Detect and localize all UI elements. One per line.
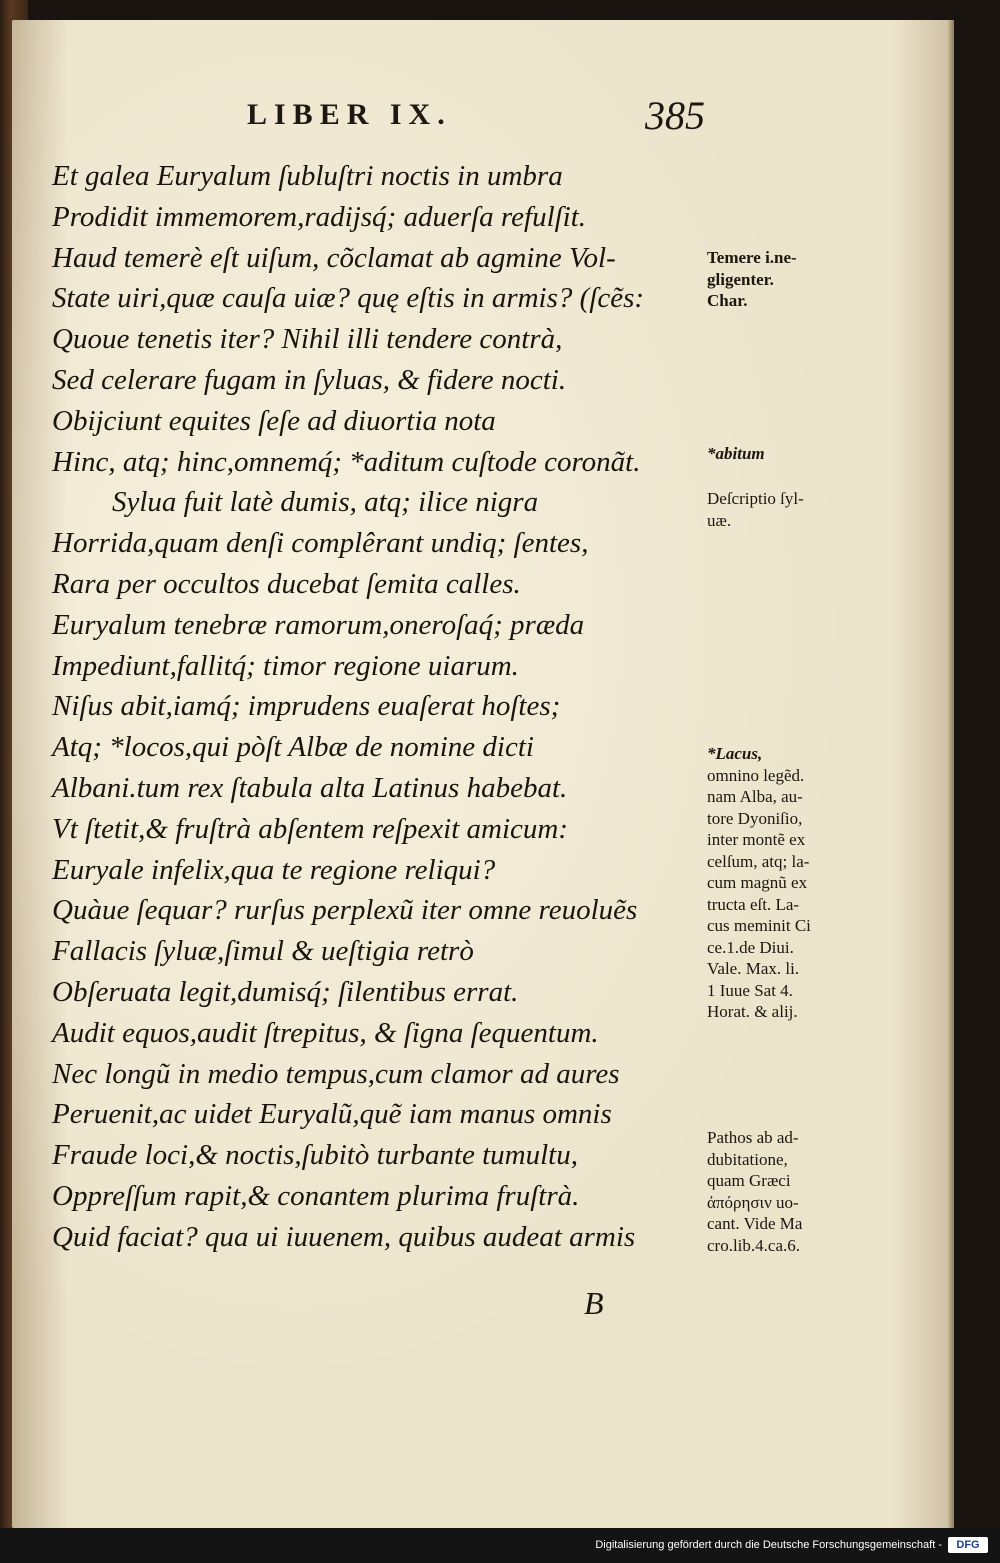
funding-credit: Digitalisierung gefördert durch die Deutsche Forschungsgemeinschaft - [595, 1539, 942, 1551]
gloss-line: Char. [707, 291, 748, 310]
catchword: B [584, 1285, 604, 1321]
gloss-line: nam Alba, au- [707, 787, 803, 806]
gloss-line: tore Dyoniſio, [707, 808, 803, 828]
verse-line: Fallacis ſyluæ,ſimul & ueſtigia retrò [52, 935, 474, 968]
page-number: 385 [645, 93, 705, 138]
verse-line: Quàue ſequar? rurſus perplexũ iter omne reuoluẽs [52, 894, 638, 927]
verse-line: Audit equos,audit ſtrepitus, & ſigna ſequentum. [52, 1016, 599, 1049]
dfg-logo: DFG [948, 1537, 988, 1553]
verse-line: Vt ſtetit,& fruſtrà abſentem reſpexit amicum: [52, 812, 568, 845]
running-head: LIBER IX. [247, 98, 452, 131]
verse-line: Rara per occultos ducebat ſemita calles. [52, 567, 521, 600]
gloss-line: quam Græci [707, 1171, 791, 1190]
gloss-line: cant. Vide Ma [707, 1214, 803, 1233]
verse-text [52, 156, 717, 1258]
verse-line: Obijciunt equites ſeſe ad diuortia nota [52, 404, 496, 437]
verse-line: Impediunt,fallitq́; timor regione uiarum. [52, 649, 519, 682]
verse-line: Hinc, atq; hinc,omnemq́; *aditum cuſtode coronãt. [52, 445, 641, 478]
gloss-line: 1 Iuue Sat 4. [707, 980, 793, 1000]
gloss-line: Temere i.ne- [707, 248, 797, 267]
gloss-line: cro.lib.4.ca.6. [707, 1235, 800, 1255]
marginal-gloss-pathos [707, 1127, 877, 1256]
verse-line: Haud temerè eſt uiſum, cõclamat ab agmine Vol- [52, 241, 616, 274]
gloss-line: ce.1.de Diui. [707, 937, 794, 957]
gloss-line: Deſcriptio ſyl- [707, 489, 804, 508]
gloss-line: *Lacus, [707, 744, 763, 763]
verse-line: Et galea Euryalum ſubluſtri noctis in umbra [52, 160, 563, 192]
gloss-line: dubitatione, [707, 1149, 788, 1169]
verse-line: Obſeruata legit,dumisq́; ſilentibus errat. [52, 975, 519, 1008]
gloss-line: uæ. [707, 510, 732, 530]
verse-line: Euryale infelix,qua te regione reliqui? [52, 853, 496, 886]
verse-line: Albani.tum rex ſtabula alta Latinus habebat. [52, 771, 568, 804]
marginal-gloss-descriptio [707, 488, 877, 531]
gloss-line: ἀπόρησιν uo- [707, 1192, 799, 1212]
verse-line: Atq; *locos,qui pòſt Albæ de nomine dicti [52, 731, 534, 764]
page-header [247, 92, 727, 144]
gloss-line: gligenter. [707, 269, 774, 289]
gloss-line: cum magnũ ex [707, 873, 808, 892]
verse-line: Nec longũ in medio tempus,cum clamor ad aures [52, 1057, 620, 1090]
verse-line: Fraude loci,& noctis,ſubitò turbante tumultu, [52, 1139, 578, 1172]
gloss-line: *abitum [707, 444, 765, 463]
marginal-gloss-temere [707, 247, 877, 312]
verse-line: State uiri,quæ cauſa uiæ? quę eſtis in armis? (ſcẽs: [52, 282, 645, 315]
verse-line: Sed celerare fugam in ſyluas, & fidere nocti. [52, 363, 567, 396]
gloss-line: omnino legẽd. [707, 765, 805, 785]
verse-line: Oppreſſum rapit,& conantem plurima fruſtrà. [52, 1179, 580, 1212]
verse-line: Niſus abit,iamq́; imprudens euaſerat hoſtes; [52, 690, 561, 723]
verse-line: Quoue tenetis iter? Nihil illi tendere contrà, [52, 323, 563, 356]
footer-bar [0, 1528, 1000, 1563]
verse-line: Euryalum tenebræ ramorum,oneroſaq́; præda [52, 608, 585, 641]
verse-line: Quid faciat? qua ui iuuenem, quibus audeat armis [52, 1220, 636, 1253]
gloss-line: Vale. Max. li. [707, 959, 800, 978]
verse-line: Prodidit immemorem,radijsq́; aduerſa refulſit. [52, 200, 587, 233]
book-page [12, 20, 950, 1528]
gloss-line: inter montẽ ex [707, 830, 806, 849]
verse-line: Horrida,quam denſi complêrant undiq; ſentes, [52, 527, 589, 560]
gloss-line: cus meminit Ci [707, 916, 811, 935]
verse-line: Sylua fuit latè dumis, atq; ilice nigra [112, 486, 539, 519]
verse-line: Peruenit,ac uidet Euryalũ,quẽ iam manus omnis [52, 1098, 612, 1131]
marginal-gloss-abitum [707, 443, 877, 465]
gloss-line: Pathos ab ad- [707, 1128, 799, 1147]
marginal-gloss-lacus [707, 743, 877, 1023]
gloss-line: celſum, atq; la- [707, 851, 810, 871]
gloss-line: tructa eſt. La- [707, 894, 800, 914]
gloss-line: Horat. & alij. [707, 1002, 798, 1021]
